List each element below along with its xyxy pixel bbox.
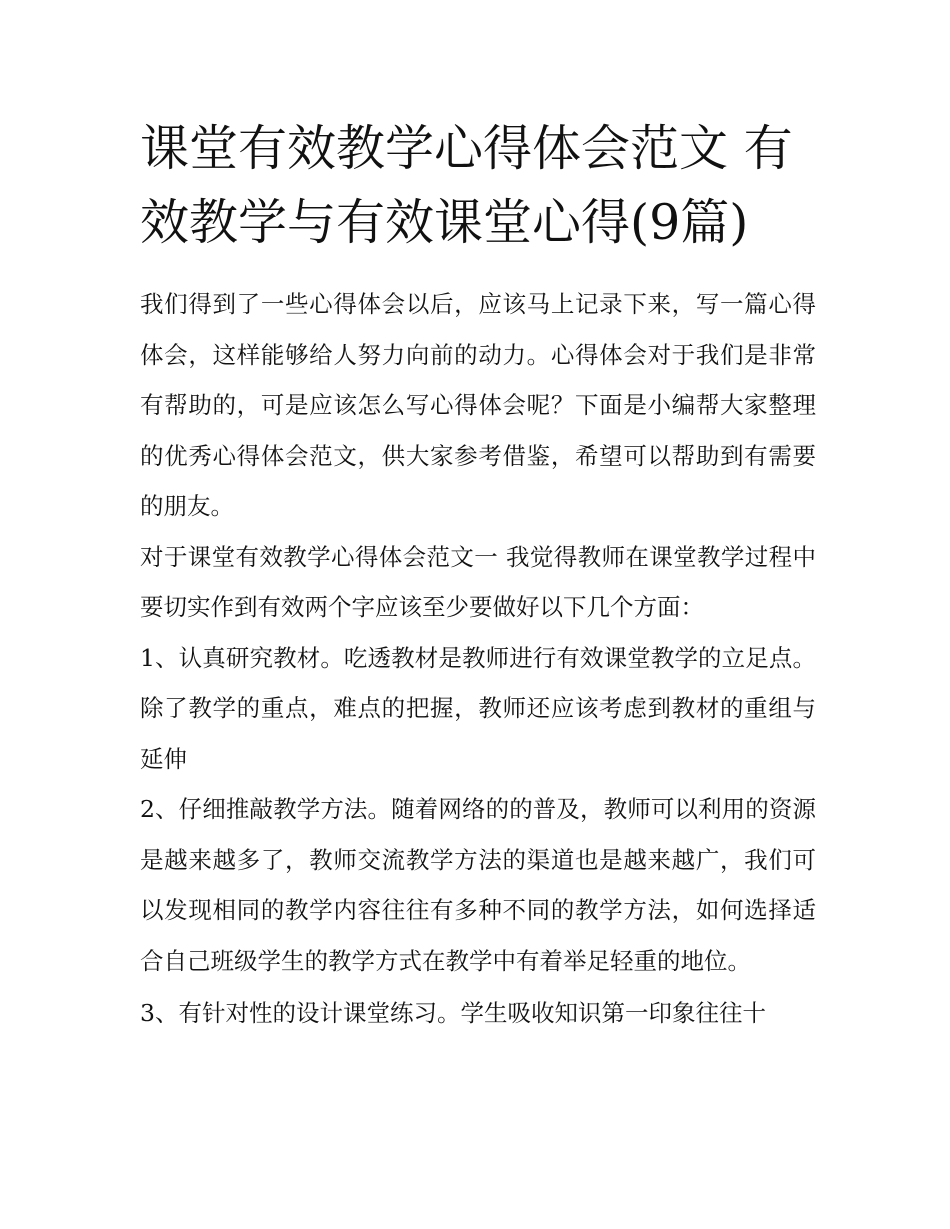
intro-paragraph: 我们得到了一些心得体会以后，应该马上记录下来，写一篇心得体会，这样能够给人努力向前的动力。心得体会对于我们是非常有帮助的，可是应该怎么写心得体会呢？下面是小编帮大家整理的优秀心得体会范文，供大家参考借鉴，希望可以帮助到有需要的朋友。 xyxy=(140,290,816,520)
document-body xyxy=(140,279,816,1039)
document-title: 课堂有效教学心得体会范文 有效教学与有效课堂心得(9篇) xyxy=(140,120,793,251)
point-three-paragraph: 3、有针对性的设计课堂练习。学生吸收知识第一印象往往十 xyxy=(140,999,766,1027)
point-one-paragraph: 1、认真研究教材。吃透教材是教师进行有效课堂教学的立足点。除了教学的重点，难点的把握，教师还应该考虑到教材的重组与延伸 xyxy=(140,643,816,773)
point-two-paragraph: 2、仔细推敲教学方法。随着网络的的普及，教师可以利用的资源是越来越多了，教师交流教学方法的渠道也是越来越广，我们可以发现相同的教学内容往往有多种不同的教学方法，如何选择适合自己班级学生的教学方式在教学中有着举足轻重的地位。 xyxy=(140,795,816,975)
section-one-intro-paragraph: 对于课堂有效教学心得体会范文一 我觉得教师在课堂教学过程中要切实作到有效两个字应该至少要做好以下几个方面： xyxy=(140,542,816,621)
